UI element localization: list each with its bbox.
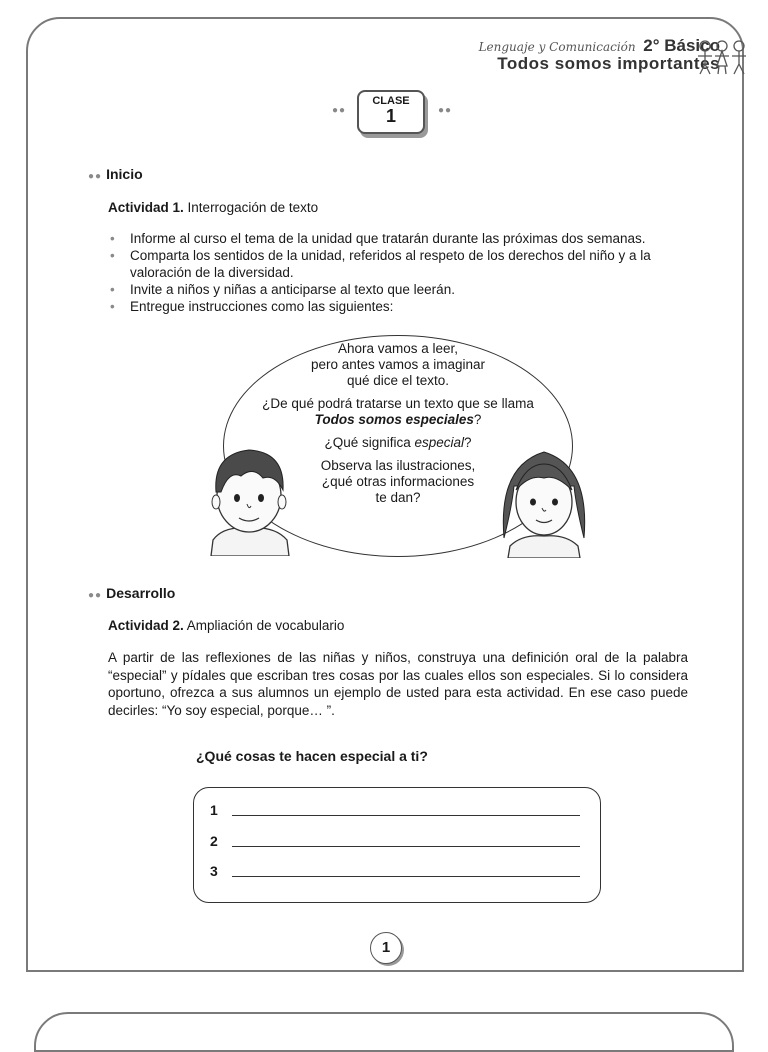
girl-illustration bbox=[496, 446, 592, 558]
answer-line-1[interactable]: 1 bbox=[210, 802, 218, 818]
clase-badge bbox=[330, 84, 460, 144]
bubble-text: Ahora vamos a leer, pero antes vamos a imaginar qué dice el texto. ¿De qué podrá tratarse un texto que se llama Todos somos especiales? ¿Qué significa especial? Observa las ilustraciones, ¿qué otras informaciones te dan? bbox=[262, 341, 534, 505]
subject-label: Lenguaje y Comunicación bbox=[478, 40, 636, 54]
section-desarrollo: ●● Desarrollo bbox=[88, 585, 176, 601]
worksheet-question: ¿Qué cosas te hacen especial a ti? bbox=[196, 748, 428, 764]
instructions-list bbox=[108, 230, 708, 315]
section-bullet-icon: ●● bbox=[88, 590, 103, 601]
section-bullet-icon: ●● bbox=[88, 171, 103, 182]
activity-1-heading: Actividad 1. Interrogación de texto bbox=[108, 200, 319, 215]
answer-box bbox=[193, 787, 601, 903]
book-title: Todos somos especiales bbox=[314, 412, 474, 427]
page-number: 1 bbox=[370, 932, 402, 964]
grade-label: 2° Básico bbox=[643, 36, 720, 55]
list-item: • Entregue instrucciones como las siguientes: bbox=[108, 298, 708, 315]
list-item: • Invite a niños y niñas a anticiparse al texto que leerán. bbox=[108, 281, 708, 298]
answer-line-2[interactable]: 2 bbox=[210, 833, 218, 849]
answer-line-3[interactable]: 3 bbox=[210, 863, 218, 879]
clase-number: 1 bbox=[385, 106, 396, 126]
dots-right: ●● bbox=[438, 105, 453, 116]
instructions-paragraph: A partir de las reflexiones de las niñas y niños, construya una definición oral de la palabra “especial” y pídales que escriban tres cosas por las cuales ellos son especiales. Si lo considera oportuno, ofrezca a sus alumnos un ejemplo de usted para esta actividad. En ese caso puede decirles: “Yo soy especial, porque… ”. bbox=[108, 650, 688, 718]
list-item: • Comparta los sentidos de la unidad, referidos al respeto de los derechos del niño y a la valoración de la diversidad. bbox=[108, 247, 708, 281]
activity-2-heading: Actividad 2. Ampliación de vocabulario bbox=[108, 618, 345, 633]
header bbox=[479, 36, 720, 74]
dots-left: ●● bbox=[332, 105, 347, 116]
unit-title: Todos somos importantes bbox=[497, 54, 720, 73]
kids-icon bbox=[696, 38, 748, 78]
next-page-frame bbox=[34, 1012, 734, 1052]
boy-illustration bbox=[203, 440, 295, 556]
list-item: • Informe al curso el tema de la unidad que tratarán durante las próximas dos semanas. bbox=[108, 230, 708, 247]
clase-label: CLASE bbox=[372, 95, 410, 107]
section-inicio: ●● Inicio bbox=[88, 166, 143, 182]
